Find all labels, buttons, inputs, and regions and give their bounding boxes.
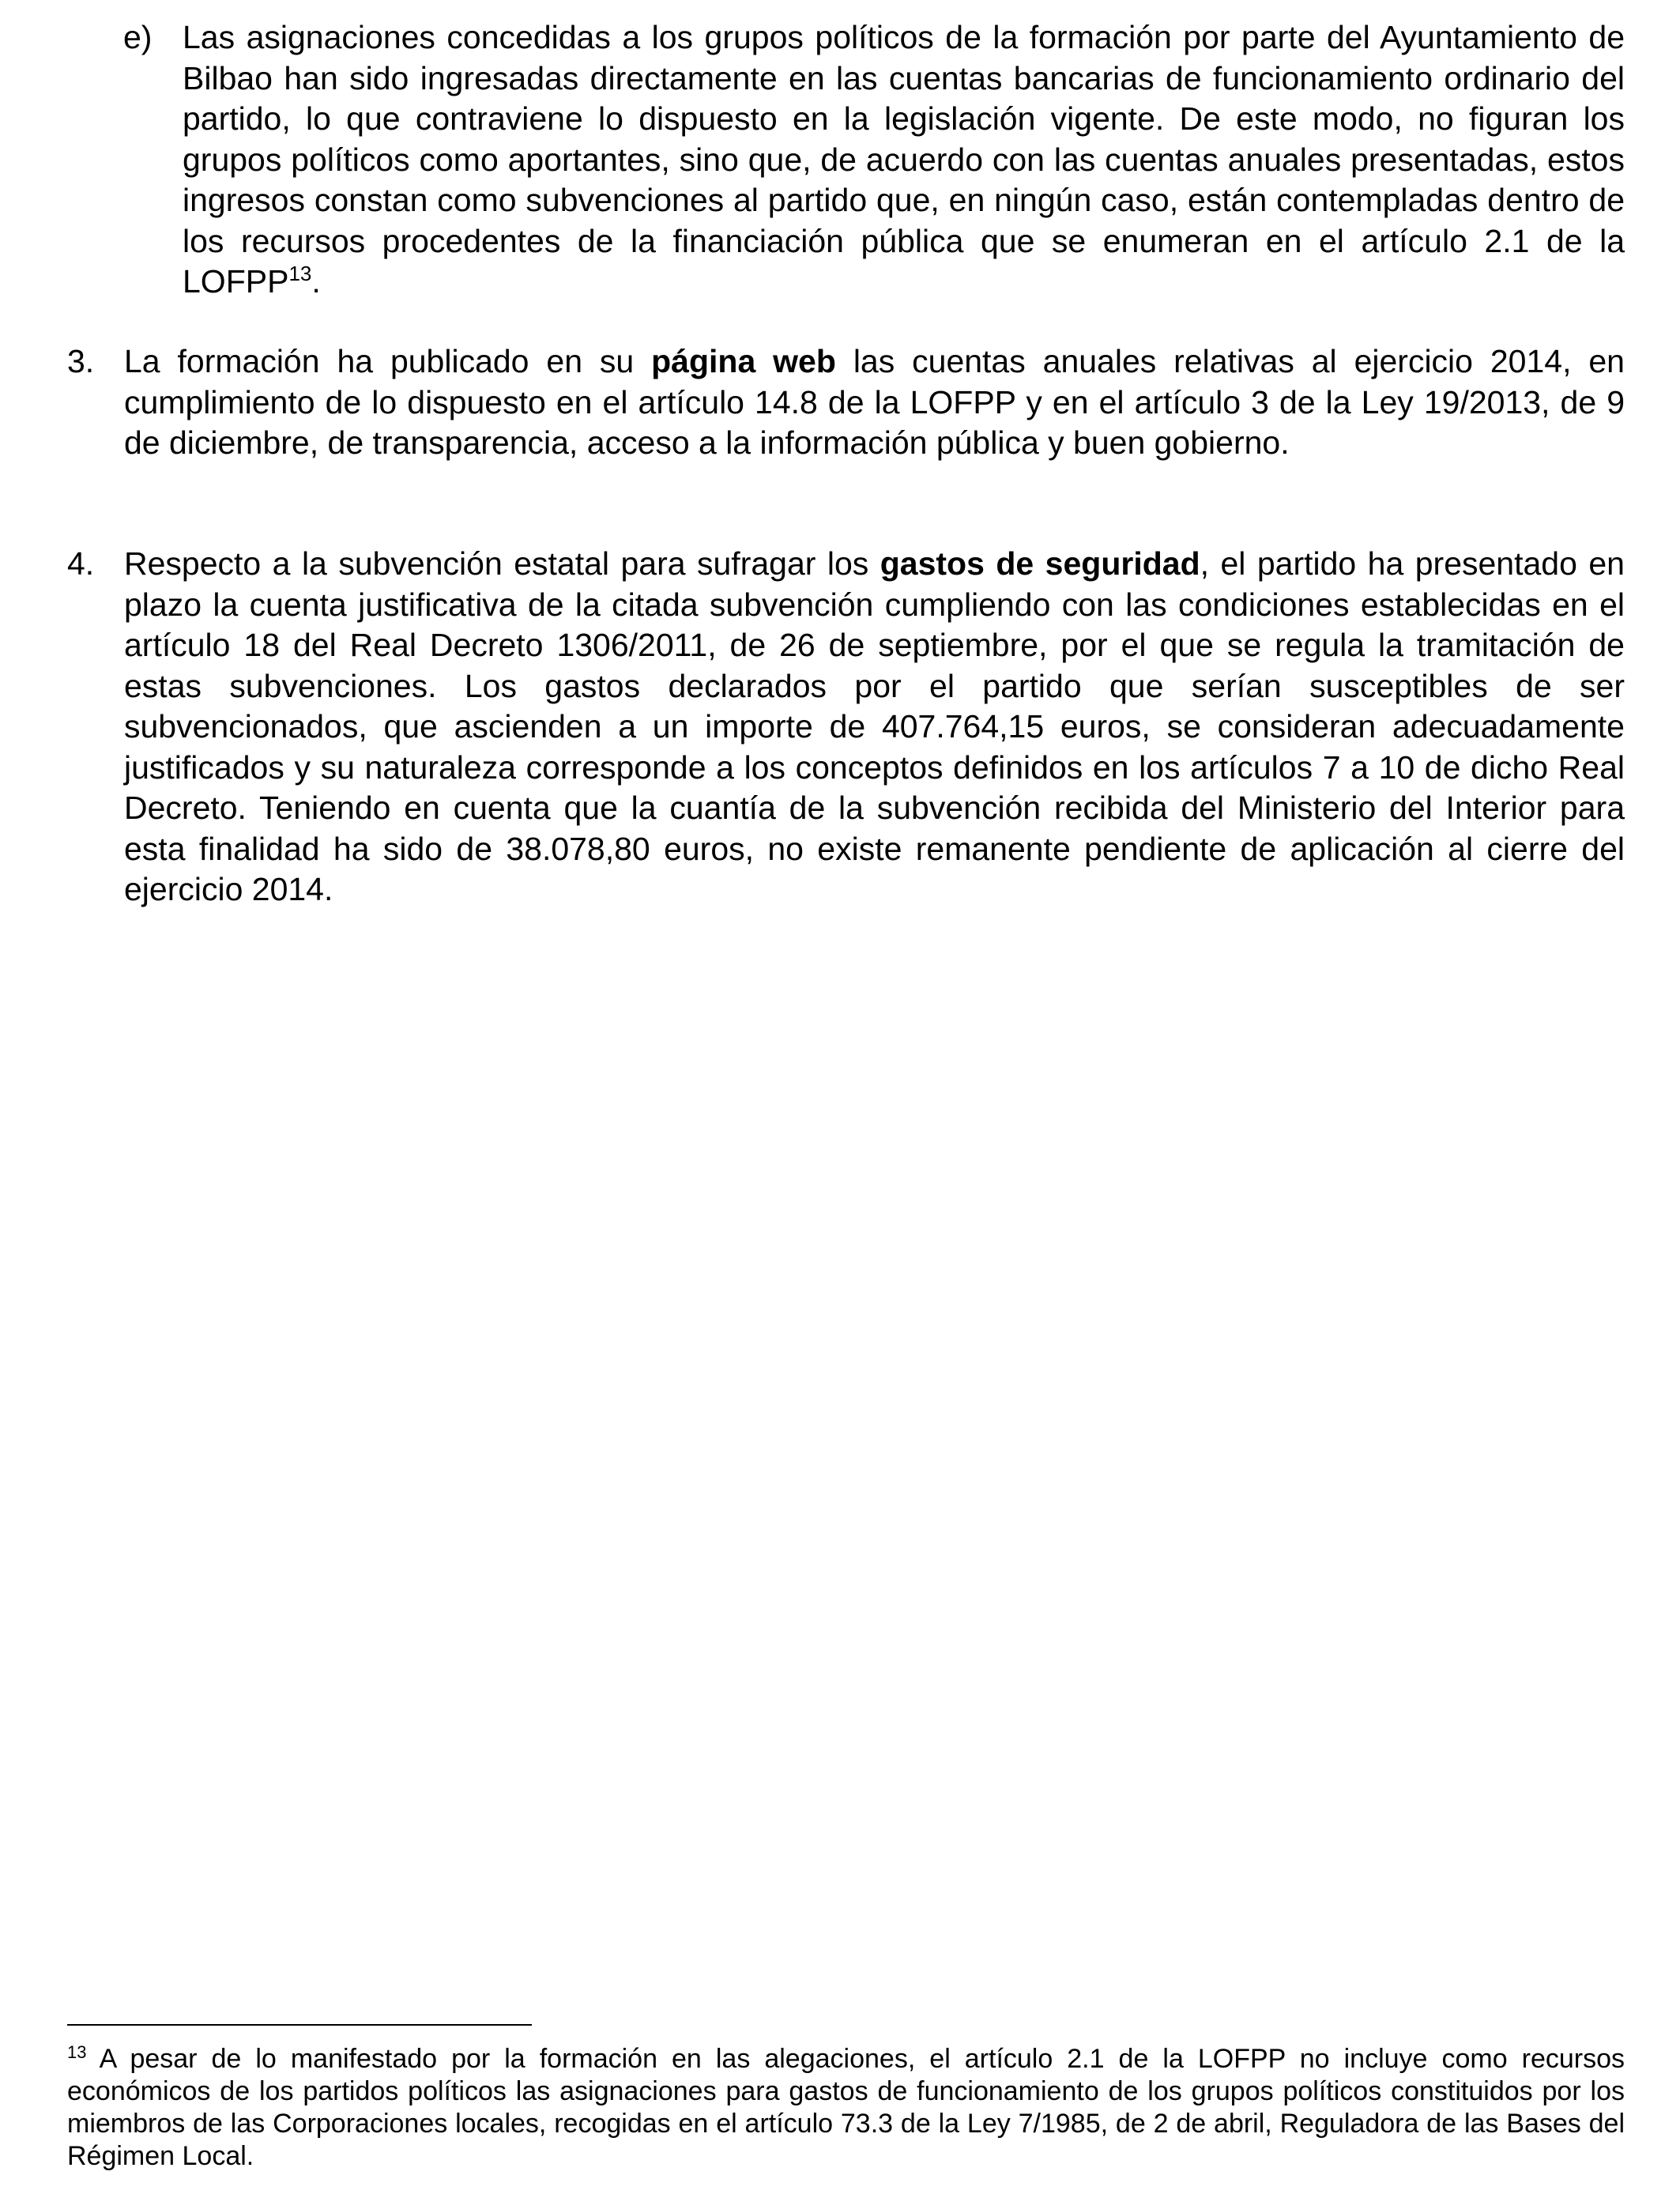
footnote-13 xyxy=(67,2043,1625,2173)
paragraph-e xyxy=(183,17,1625,303)
footnote-separator xyxy=(67,2024,532,2026)
paragraph-4-before: Respecto a la subvención estatal para sufragar los xyxy=(124,545,880,582)
paragraph-3-before: La formación ha publicado en su xyxy=(124,343,652,379)
paragraph-4-bold: gastos de seguridad xyxy=(880,545,1200,582)
paragraph-e-text: Las asignaciones concedidas a los grupos políticos de la formación por parte del Ayuntamiento de Bilbao han sido ingresadas directamente en las cuentas bancarias de funcionamiento ordinario del partido, lo que contraviene lo dispuesto en la legislación vigente. De este modo, no figuran los grupos políticos como aportantes, sino que, de acuerdo con las cuentas anuales presentadas, estos ingresos constan como subvenciones al partido que, en ningún caso, están contempladas dentro de los recursos procedentes de la financiación pública que se enumeran en el artículo 2.1 de la LOFPP xyxy=(183,19,1625,300)
list-item-3 xyxy=(67,341,1625,464)
list-marker-3: 3. xyxy=(67,343,95,379)
paragraph-3 xyxy=(124,341,1625,464)
list-marker-4: 4. xyxy=(67,545,95,582)
paragraph-3-bold: página web xyxy=(651,343,836,379)
paragraph-4 xyxy=(124,544,1625,910)
list-item-e xyxy=(123,17,1625,303)
paragraph-3-after: las cuentas anuales relativas al ejercicio 2014, en cumplimiento de lo dispuesto en el artículo 14.8 de la LOFPP y en el artículo 3 de la Ley 19/2013, de 9 de diciembre, de transparencia, acceso a la información pública y buen gobierno. xyxy=(124,343,1625,461)
paragraph-e-end: . xyxy=(311,263,321,300)
paragraph-4-after: , el partido ha presentado en plazo la cuenta justificativa de la citada subvención cumpliendo con las condiciones establecidas en el artículo 18 del Real Decreto 1306/2011, de 26 de septiembre, por el que se regula la tramitación de estas subvenciones. Los gastos declarados por el partido que serían susceptibles de ser subvencionados, que ascienden a un importe de 407.764,15 euros, se consideran adecuadamente justificados y su naturaleza corresponde a los conceptos definidos en los artículos 7 a 10 de dicho Real Decreto. Teniendo en cuenta que la cuantía de la subvención recibida del Ministerio del Interior para esta finalidad ha sido de 38.078,80 euros, no existe remanente pendiente de aplicación al cierre del ejercicio 2014. xyxy=(124,545,1625,907)
list-marker-e: e) xyxy=(123,19,153,55)
footnote-number: 13 xyxy=(67,2042,87,2062)
footnote-text: A pesar de lo manifestado por la formación en las alegaciones, el artículo 2.1 de la LOFPP no incluye como recursos económicos de los partidos políticos las asignaciones para gastos de funcionamiento de los grupos políticos constituidos por los miembros de las Corporaciones locales, recogidas en el artículo 73.3 de la Ley 7/1985, de 2 de abril, Reguladora de las Bases del Régimen Local. xyxy=(67,2044,1625,2171)
footnote-reference-13[interactable]: 13 xyxy=(288,262,312,285)
list-item-4 xyxy=(67,544,1625,910)
